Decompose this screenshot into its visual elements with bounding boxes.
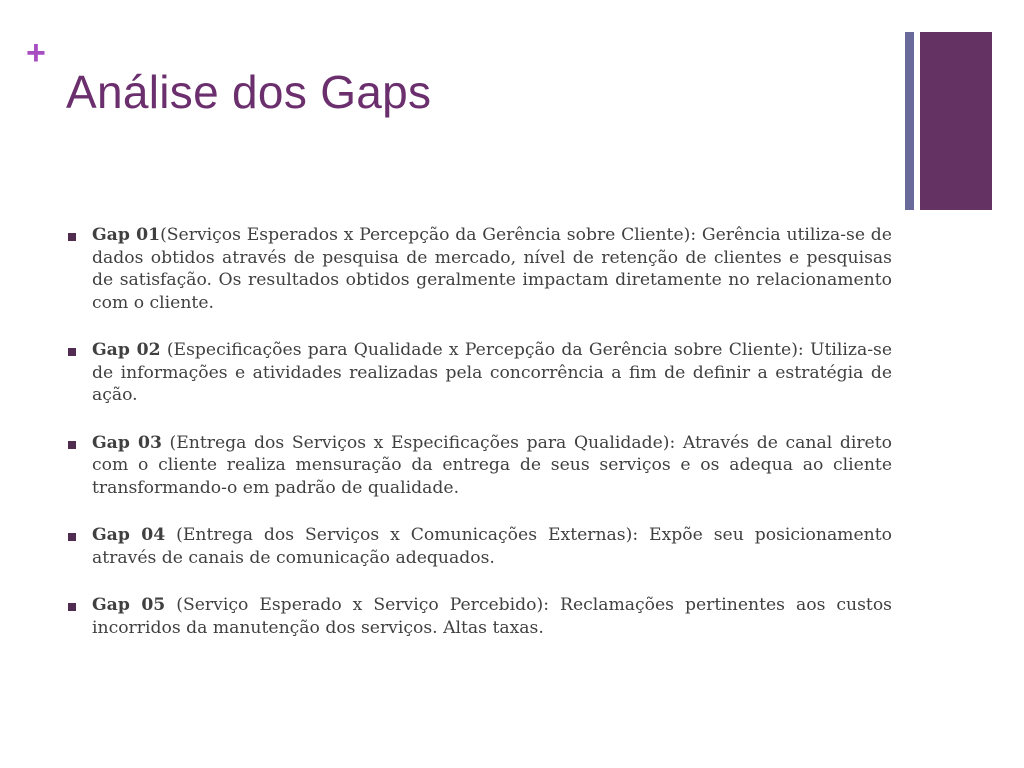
square-bullet-icon <box>68 348 76 356</box>
gap-item-05 <box>64 594 892 639</box>
gap-label: Gap 03 <box>92 432 162 453</box>
accent-bar-wide <box>920 32 992 210</box>
gap-description: (Especificações para Qualidade x Percepção da Gerência sobre Cliente): Utiliza-se de informações e atividades realizadas pela concorrência a fim de definir a estratégia de ação. <box>92 340 892 405</box>
gap-item-02 <box>64 339 892 407</box>
gap-description: (Serviço Esperado x Serviço Percebido): Reclamações pertinentes aos custos incorridos da manutenção dos serviços. Altas taxas. <box>92 595 892 638</box>
square-bullet-icon <box>68 233 76 241</box>
accent-bar-thin <box>905 32 914 210</box>
slide-title: Análise dos Gaps <box>66 66 432 118</box>
square-bullet-icon <box>68 441 76 449</box>
gap-label: Gap 05 <box>92 595 166 615</box>
gap-bullet-list <box>64 224 892 639</box>
gap-item-01 <box>64 224 892 314</box>
gap-description: (Entrega dos Serviços x Comunicações Externas): Expõe seu posicionamento através de canais de comunicação adequados. <box>92 525 892 568</box>
gap-label: Gap 02 <box>92 340 161 360</box>
gap-item-04 <box>64 524 892 569</box>
square-bullet-icon <box>68 533 76 541</box>
gap-description: (Entrega dos Serviços x Especificações para Qualidade): Através de canal direto com o cliente realiza mensuração da entrega de seus serviços e os adequa ao cliente transformando-o em padrão de qualidade. <box>92 432 892 498</box>
gap-label: Gap 01 <box>92 225 161 245</box>
plus-icon: + <box>26 34 46 72</box>
square-bullet-icon <box>68 603 76 611</box>
gap-description: (Serviços Esperados x Percepção da Gerência sobre Cliente): Gerência utiliza-se de dados obtidos através de pesquisa de mercado, nível de retenção de clientes e pesquisas de satisfação. Os resultados obtidos geralmente impactam diretamente no relacionamento com o cliente. <box>92 225 892 313</box>
gap-item-03 <box>64 432 892 500</box>
gap-label: Gap 04 <box>92 525 166 545</box>
